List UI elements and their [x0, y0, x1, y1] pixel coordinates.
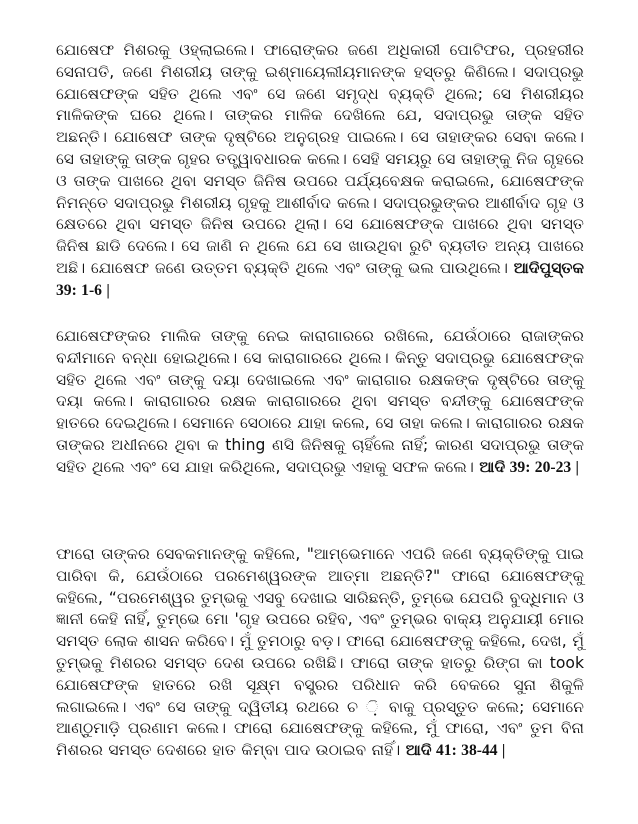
paragraph-genesis-39-20-23 — [56, 326, 584, 479]
scripture-reference: ଆଦି 41: 38-44 | — [405, 742, 506, 760]
scripture-reference: ଆଦି 39: 20-23 | — [479, 458, 579, 476]
paragraph-genesis-41-38-44 — [56, 544, 584, 762]
scripture-reference: ଆଦିପୁସ୍ତକ 39: 1-6 | — [56, 259, 584, 299]
paragraph-genesis-39-1-6 — [56, 40, 584, 302]
paragraph-text: ଫାରୋ ତାଙ୍କର ସେବକମାନଙ୍କୁ କହିଲେ, "ଆମ୍ଭେମାନେ ଏପରି ଜଣେ ବ୍ୟକ୍ତିଙ୍କୁ ପାଇ ପାରିବା କି, ଯେଉଁଠାରେ ପରମେଶ୍ୱରଙ୍କ ଆତ୍ମା ଅଛନ୍ତି?" ଫାରୋ ଯୋଷେଫଙ୍କୁ କହିଲେ, “ପରମେଶ୍ୱର ତୁମ୍ଭକୁ ଏସବୁ ଦେଖାଇ ସାରିଛନ୍ତି, ତୁମ୍ଭେ ଯେପରି ବୁଦ୍ଧିମାନ ଓ ଜ୍ଞାନୀ କେହି ନାହିଁ, ତୁମ୍ଭେ ମୋ 'ଗୃହ ଉପରେ ରହିବ, ଏବଂ ତୁମ୍ଭର ବାକ୍ୟ ଅନୁଯାୟୀ ମୋର ସମସ୍ତ ଲୋକ ଶାସନ କରିବେ। ମୁଁ ତୁମଠାରୁ ବଡ଼। ଫାରୋ ଯୋଷେଫଙ୍କୁ କହିଲେ, ଦେଖ, ମୁଁ ତୁମ୍ଭକୁ ମିଶରର ସମସ୍ତ ଦେଶ ଉପରେ ରଖିଛି। ଫାରୋ ତାଙ୍କ ହାତରୁ ରିଙ୍ଗ କା took ଯୋଷେଫଙ୍କ ହାତରେ ରଖି ସୂକ୍ଷ୍ମ ବସ୍ତ୍ରର ପରିଧାନ କରି ବେକରେ ସୁନା ଶିକୁଳି ଲଗାଇଲେ। ଏବଂ ସେ ତାଙ୍କୁ ଦ୍ୱିତୀୟ ରଥରେ ଚ ଼ି ବାକୁ ପ୍ରସ୍ତୁତ କଲେ; ସେମାନେ ଆଣ୍ଠୁମାଡ଼ି ପ୍ରଣାମ କଲେ। ଫାରୋ ଯୋଷେଫଙ୍କୁ କହିଲେ, ମୁଁ ଫାରୋ, ଏବଂ ତୁମ ବିନା ମିଶରର ସମସ୍ତ ଦେଶରେ ହାତ କିମ୍ବା ପାଦ ଉଠାଇବ ନାହିଁ। — [56, 545, 584, 760]
paragraph-text: ଯୋଷେଫ ମିଶରକୁ ଓହ୍ଲାଇଲେ। ଫାରୋଙ୍କର ଜଣେ ଅଧିକାରୀ ପୋଟିଫର, ପ୍ରହରୀର ସେନାପତି, ଜଣେ ମିଶରୀୟ ତାଙ୍କୁ ଇଶ୍ମାୟେଲୀୟମାନଙ୍କ ହସ୍ତରୁ କିଣିଲେ। ସଦାପ୍ରଭୁ ଯୋଷେଫଙ୍କ ସହିତ ଥିଲେ ଏବଂ ସେ ଜଣେ ସମୃଦ୍ଧ ବ୍ୟକ୍ତି ଥିଲେ; ସେ ମିଶରୀୟର ମାଳିକଙ୍କ ଘରେ ଥିଲେ। ତାଙ୍କର ମାଳିକ ଦେଖିଲେ ଯେ, ସଦାପ୍ରଭୁ ତାଙ୍କ ସହିତ ଅଛନ୍ତି। ଯୋଷେଫ ତାଙ୍କ ଦୃଷ୍ଟିରେ ଅନୁଗ୍ରହ ପାଇଲେ। ସେ ତାହାଙ୍କର ସେବା କଲେ। ସେ ତାହାଙ୍କୁ ତାଙ୍କ ଗୃହର ତତ୍ତ୍ୱାବଧାରକ କଲେ। ସେହି ସମୟରୁ ସେ ତାହାଙ୍କୁ ନିଜ ଗୃହରେ ଓ ତାଙ୍କ ପାଖରେ ଥିବା ସମସ୍ତ ଜିନିଷ ଉପରେ ପର୍ଯ୍ୟବେକ୍ଷକ କରାଇଲେ, ଯୋଷେଫଙ୍କ ନିମନ୍ତେ ସଦାପ୍ରଭୁ ମିଶରୀୟ ଗୃହକୁ ଆଶୀର୍ବାଦ କଲେ। ସଦାପ୍ରଭୁଙ୍କର ଆଶୀର୍ବାଦ ଗୃହ ଓ କ୍ଷେତରେ ଥିବା ସମସ୍ତ ଜିନିଷ ଉପରେ ଥିଲା। ସେ ଯୋଷେଫଙ୍କ ପାଖରେ ଥିବା ସମସ୍ତ ଜିନିଷ ଛାଡି ଦେଲେ। ସେ ଜାଣି ନ ଥିଲେ ଯେ ସେ ଖାଉଥିବା ରୁଟି ବ୍ୟତୀତ ଅନ୍ୟ ପାଖରେ ଅଛି। ଯୋଷେଫ ଜଣେ ଉତ୍ତମ ବ୍ୟକ୍ତି ଥିଲେ ଏବଂ ତାଙ୍କୁ ଭଲ ପାଉଥିଲେ। — [56, 41, 584, 277]
paragraph-text: ଯୋଷେଫଙ୍କର ମାଲିକ ତାଙ୍କୁ ନେଇ କାରାଗାରରେ ରଖିଲେ, ଯେଉଁଠାରେ ରାଜାଙ୍କର ବନ୍ଦୀମାନେ ବନ୍ଧା ହୋଇଥିଲେ। ସେ କାରାଗାରରେ ଥିଲେ। କିନ୍ତୁ ସଦାପ୍ରଭୁ ଯୋଷେଫଙ୍କ ସହିତ ଥିଲେ ଏବଂ ତାଙ୍କୁ ଦୟା ଦେଖାଇଲେ ଏବଂ କାରାଗାର ରକ୍ଷକଙ୍କ ଦୃଷ୍ଟିରେ ତାଙ୍କୁ ଦୟା କଲେ। କାରାଗାରର ରକ୍ଷକ କାରାଗାରରେ ଥିବା ସମସ୍ତ ବନ୍ଦୀଙ୍କୁ ଯୋଷେଫଙ୍କ ହାତରେ ଦେଇଥିଲେ। ସେମାନେ ସେଠାରେ ଯାହା କଲେ, ସେ ତାହା କଲେ। କାରାଗାରର ରକ୍ଷକ ତାଙ୍କର ଅଧୀନରେ ଥିବା କ thing ଣସି ଜିନିଷକୁ ଚାହିଁଲେ ନାହିଁ; କାରଣ ସଦାପ୍ରଭୁ ତାଙ୍କ ସହିତ ଥିଲେ ଏବଂ ସେ ଯାହା କରିଥିଲେ, ସଦାପ୍ରଭୁ ଏହାକୁ ସଫଳ କଲେ। — [56, 327, 584, 476]
